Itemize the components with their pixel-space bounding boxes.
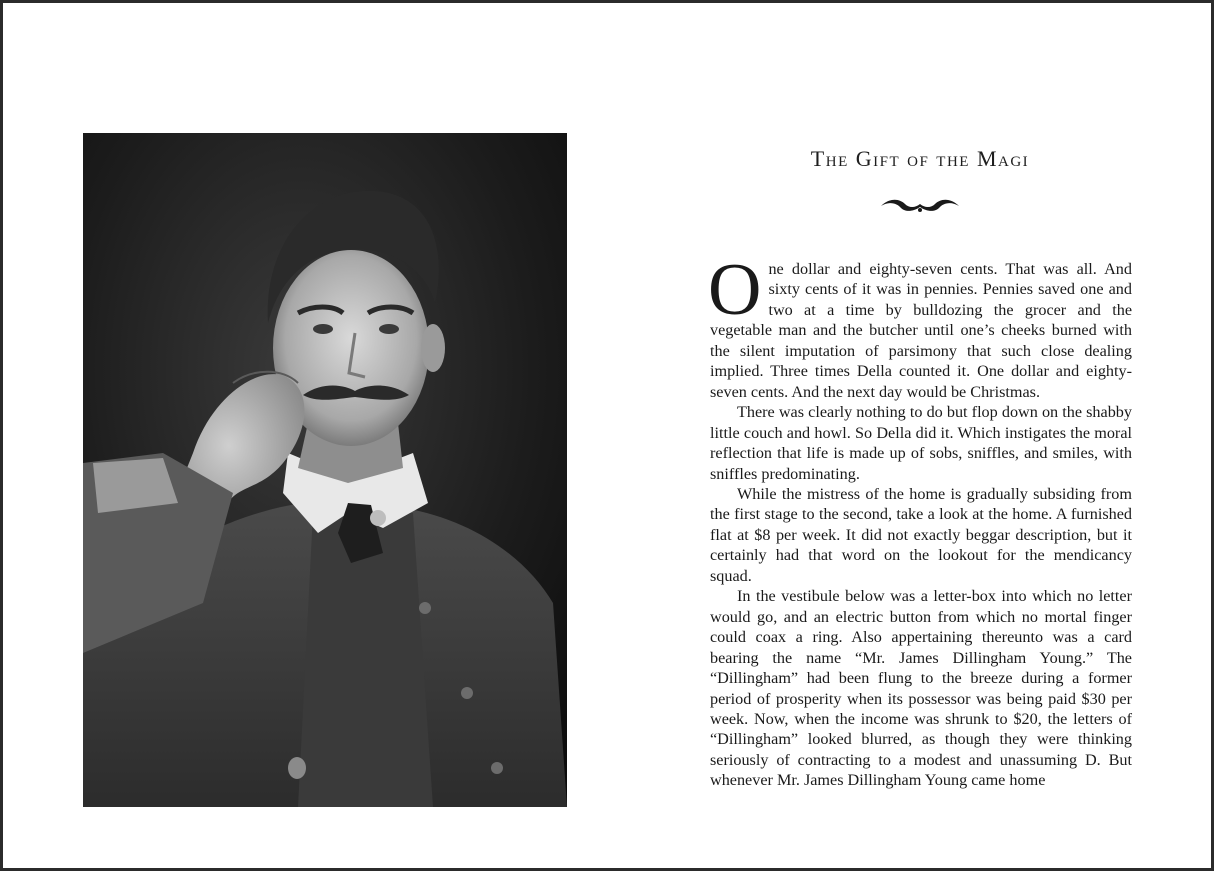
paragraph-1-text: ne dollar and eighty-seven cents. That was all. And sixty cents of it was in pennies. Pennies saved one and two at a time by bulldozing the grocer and the vegetable man and the butcher until one’s cheeks burned with the silent imputation of parsimony that such close dealing implied. Three times Della counted it. One dollar and eighty-seven cents. And the next day would be Christmas. [710, 260, 1132, 401]
paragraph-3: While the mistress of the home is gradually subsiding from the first stage to the second, take a look at the home. A furnished flat at $8 per week. It did not exactly beggar description, but it certainly had that word on the lookout for the mendicancy squad. [710, 484, 1132, 585]
story-text [708, 249, 1132, 791]
portrait-image [83, 133, 567, 807]
author-portrait-photo [83, 133, 567, 807]
chapter-title [703, 146, 1137, 172]
drop-cap: O [708, 249, 762, 331]
paragraph-2: There was clearly nothing to do but flop down on the shabby little couch and howl. So Della did it. Which instigates the moral reflection that life is made up of sobs, sniffles, and smiles, with sniffles predominating. [710, 403, 1132, 483]
paragraph-1 [708, 249, 1132, 402]
paragraph-4: In the vestibule below was a letter-box into which no letter would go, and an electric button from which no mortal finger could coax a ring. Also appertaining thereunto was a card bearing the name “Mr. James Dillingham Young.” The “Dillingham” had been flung to the breeze during a former period of prosperity when its possessor was being paid $30 per week. Now, when the income was shrunk to $20, the letters of “Dillingham” looked blurred, as though they were thinking seriously of contracting to a modest and unassuming D. But whenever Mr. James Dillingham Young came home [710, 587, 1132, 790]
flourish-ornament-icon [879, 195, 961, 217]
chapter-title-text: The Gift of the Magi [810, 146, 1030, 171]
